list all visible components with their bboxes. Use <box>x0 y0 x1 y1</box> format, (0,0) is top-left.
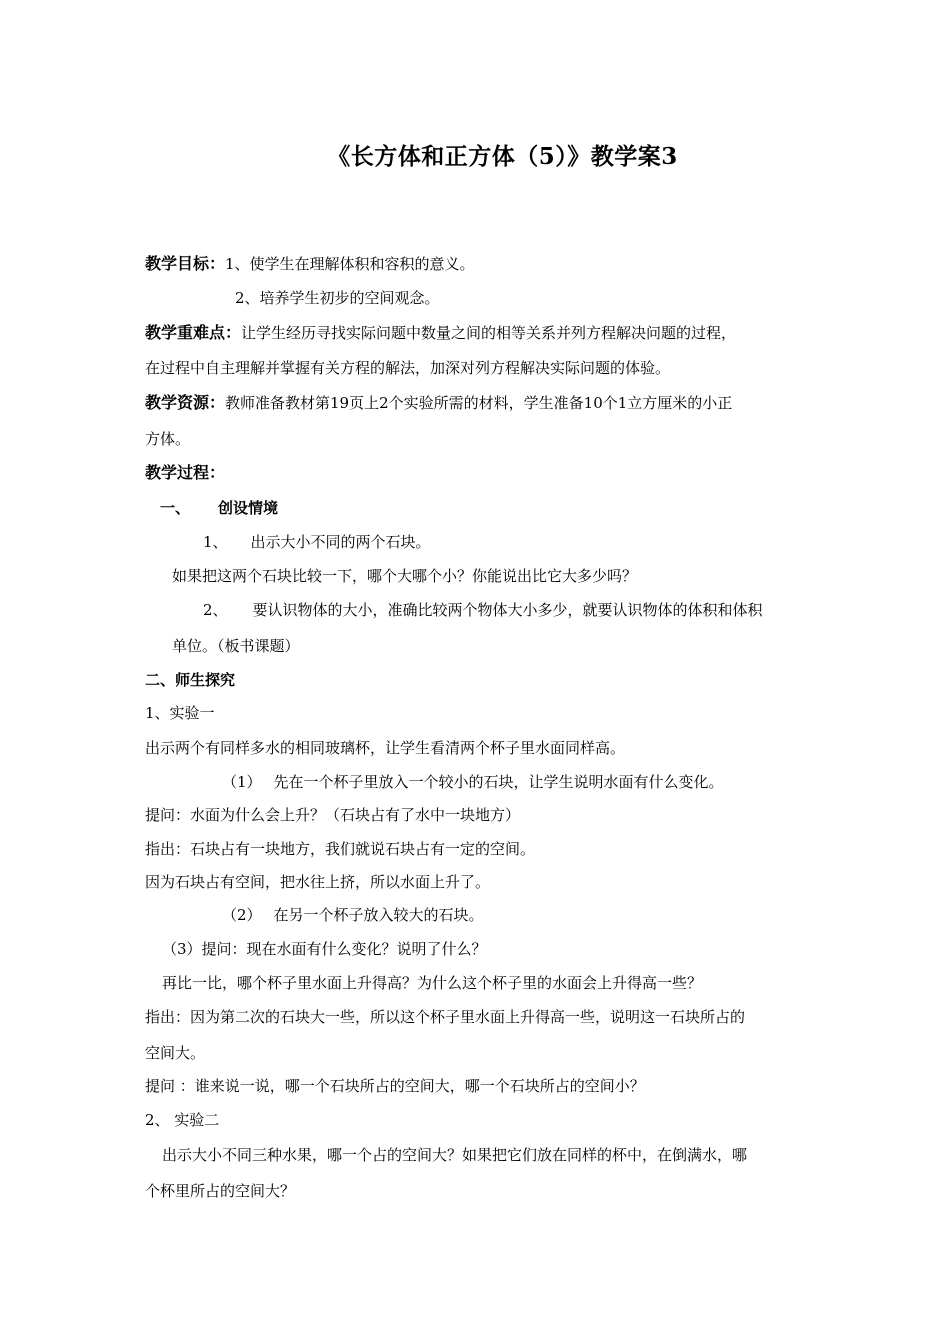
key-points <box>145 323 736 343</box>
exp1-line-1: 出示两个有同样多水的相同玻璃杯，让学生看清两个杯子里水面同样高。 <box>145 739 626 757</box>
process-label: 教学过程： <box>145 463 226 482</box>
section-1-number: 一、 <box>160 499 191 517</box>
exp1-step-2-text: 在另一个杯子放入较大的石块。 <box>273 906 484 924</box>
section-1-title: 创设情境 <box>218 499 279 517</box>
experiment-1-heading: 1、实验一 <box>145 704 215 722</box>
exp1-line-6: 指出：因为第二次的石块大一些，所以这个杯子里水面上升得高一些，说明这一石块所占的 <box>145 1008 746 1026</box>
exp1-step-1 <box>222 772 724 792</box>
exp1-line-8: 提问 ：谁来说一说，哪一个石块所占的空间大，哪一个石块所占的空间小？ <box>145 1077 645 1095</box>
section-2-heading: 二、师生探究 <box>145 671 236 689</box>
experiment-2-heading: 2、 实验二 <box>145 1111 220 1129</box>
exp1-line-5: 再比一比，哪个杯子里水面上升得高？为什么这个杯子里的水面会上升得高一些？ <box>162 974 703 992</box>
exp2-line-2: 个杯里所占的空间大？ <box>145 1182 296 1200</box>
resource-line-1: 教师准备教材第19页上2个实验所需的材料，学生准备10个1立方厘米的小正 <box>225 394 733 412</box>
s1-point-2-number: 2、 <box>203 601 228 619</box>
key-line-1: 让学生经历寻找实际问题中数量之间的相等关系并列方程解决问题的过程， <box>241 324 737 342</box>
s1-point-1-number: 1、 <box>203 533 228 551</box>
resource-line-2: 方体。 <box>145 430 191 448</box>
resource-label: 教学资源： <box>145 393 226 412</box>
exp1-line-3: 指出：石块占有一块地方，我们就说石块占有一定的空间。 <box>145 840 536 858</box>
s1-point-2 <box>203 600 763 620</box>
key-line-2: 在过程中自主理解并掌握有关方程的解法，加深对列方程解决实际问题的体验。 <box>145 359 671 377</box>
goal-label: 教学目标： <box>145 254 226 273</box>
s1-question: 如果把这两个石块比较一下，哪个大哪个小？你能说出比它大多少吗？ <box>172 567 638 585</box>
page-title: 《长方体和正方体（5）》教学案3 <box>327 143 678 170</box>
s1-point-1 <box>203 532 431 552</box>
exp1-step-2-number: （2） <box>222 906 262 924</box>
exp1-line-4: 因为石块占有空间，把水往上挤，所以水面上升了。 <box>145 873 491 891</box>
exp2-line-1: 出示大小不同三种水果，哪一个占的空间大？如果把它们放在同样的杯中，在倒满水，哪 <box>162 1146 748 1164</box>
s1-point-2-cont: 单位。（板书课题） <box>172 637 300 655</box>
goal-item-1: 1、使学生在理解体积和容积的意义。 <box>225 255 475 273</box>
teaching-goal <box>145 254 475 274</box>
s1-point-1-text: 出示大小不同的两个石块。 <box>250 533 431 551</box>
s1-point-2-text: 要认识物体的大小，准确比较两个物体大小多少，就要认识物体的体积和体积 <box>252 601 763 619</box>
exp1-line-2: 提问：水面为什么会上升？（石块占有了水中一块地方） <box>145 806 521 824</box>
goal-item-2: 2、培养学生初步的空间观念。 <box>235 289 440 307</box>
section-1-heading <box>160 498 278 518</box>
exp1-step-1-number: （1） <box>222 773 262 791</box>
key-label: 教学重难点： <box>145 323 242 342</box>
exp1-step-2 <box>222 905 484 925</box>
exp1-step-3: （3）提问：现在水面有什么变化？说明了什么？ <box>162 940 487 958</box>
exp1-line-7: 空间大。 <box>145 1044 206 1062</box>
teaching-resources <box>145 393 732 413</box>
exp1-step-1-text: 先在一个杯子里放入一个较小的石块，让学生说明水面有什么变化。 <box>273 773 724 791</box>
